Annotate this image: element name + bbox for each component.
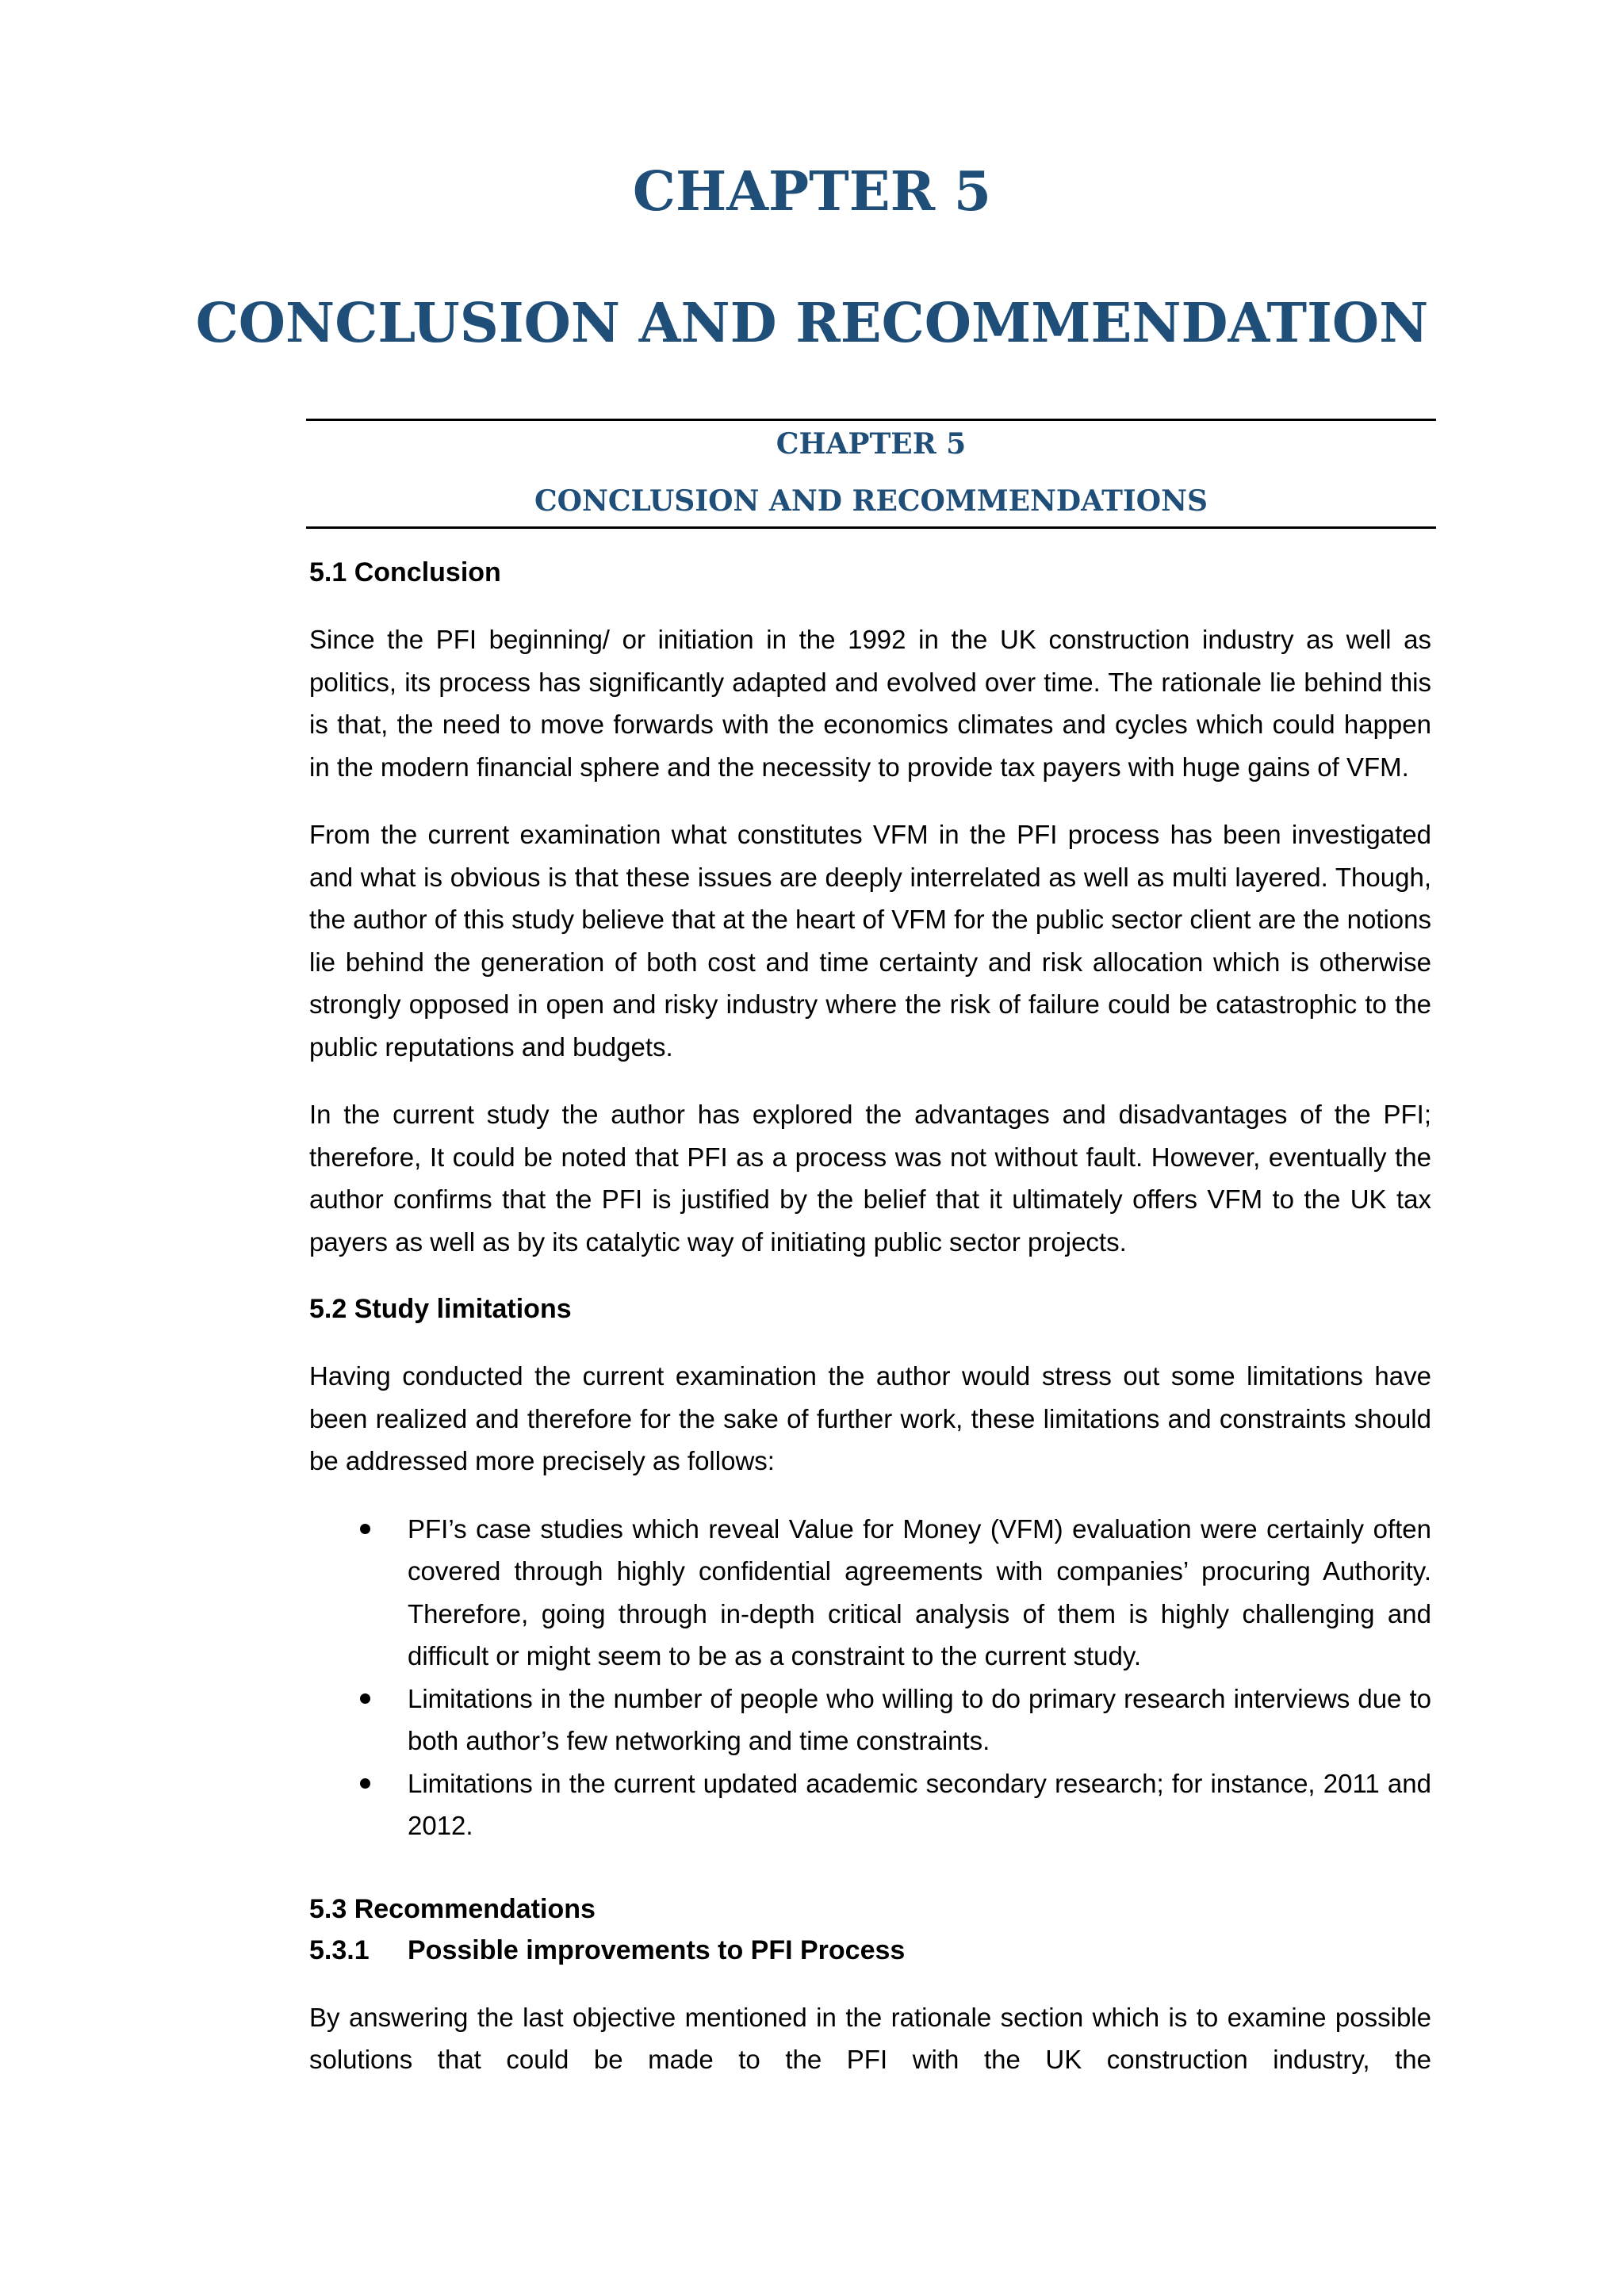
boxed-chapter-heading: CHAPTER 5 (776, 427, 967, 461)
boxed-chapter-title: CONCLUSION AND RECOMMENDATIONS (534, 484, 1208, 518)
conclusion-paragraph-2: From the current examination what constitutes VFM in the PFI process has been investigated and what is obvious is that these issues are deeply interrelated as well as multi layered. Though, the author of this study believe that at the heart of VFM for the public sector client are the notions lie behind the generation of both cost and time certainty and risk allocation which is otherwise strongly opposed in open and risky industry where the risk of failure could be catastrophic to the public reputations and budgets. (309, 820, 1431, 1062)
list-item-text: Limitations in the current updated academic secondary research; for instance, 2011 and 2012. (408, 1768, 1431, 1840)
subsection-heading-5-3-1 (309, 1930, 1431, 1971)
section-heading-5-1: 5.1 Conclusion (309, 557, 501, 587)
section-heading-5-2: 5.2 Study limitations (309, 1294, 572, 1324)
conclusion-paragraph-1: Since the PFI beginning/ or initiation in the 1992 in the UK construction industry as well as politics, its process has significantly adapted and evolved over time. The rationale lie behind this is that, the need to move forwards with the economics climates and cycles which could happen in the modern financial sphere and the necessity to provide tax payers with huge gains of VFM. (309, 625, 1431, 782)
limitations-intro: Having conducted the current examination the author would stress out some limitations have been realized and therefore for the sake of further work, these limitations and constraints should be addressed more precisely as follows: (309, 1361, 1431, 1475)
list-item (309, 1762, 1431, 1847)
chapter-title: CONCLUSION AND RECOMMENDATION (195, 292, 1429, 355)
section-heading-5-3: 5.3 Recommendations (309, 1893, 596, 1924)
subsection-number: 5.3.1 (309, 1934, 370, 1965)
recommendations-paragraph: By answering the last objective mentioned in the rationale section which is to examine possible solutions that could be made to the PFI with the UK construction industry, the (309, 2002, 1431, 2074)
bottom-rule (306, 526, 1436, 529)
conclusion-paragraph-3: In the current study the author has explored the advantages and disadvantages of the PFI; therefore, It could be noted that PFI as a process was not without fault. However, eventually the author confirms that the PFI is justified by the belief that it ultimately offers VFM to the UK tax payers as well as by its catalytic way of initiating public sector projects. (309, 1100, 1431, 1257)
chapter-heading: CHAPTER 5 (632, 160, 992, 224)
subsection-title: Possible improvements to PFI Process (408, 1934, 906, 1965)
limitations-list (309, 1508, 1431, 1847)
list-item-text: Limitations in the number of people who willing to do primary research interviews due to both author’s few networking and time constraints. (408, 1683, 1431, 1755)
bullet-icon (360, 1693, 370, 1704)
bullet-icon (360, 1524, 370, 1534)
list-item-text: PFI’s case studies which reveal Value for Money (VFM) evaluation were certainly often covered through highly confidential agreements with companies’ procuring Authority. Therefore, going through in-depth critical analysis of them is highly challenging and difficult or might seem to be as a constraint to the current study. (408, 1513, 1431, 1670)
list-item (309, 1508, 1431, 1678)
bullet-icon (360, 1778, 370, 1789)
list-item (309, 1678, 1431, 1762)
body-text (309, 552, 1431, 2081)
top-rule (306, 419, 1436, 421)
